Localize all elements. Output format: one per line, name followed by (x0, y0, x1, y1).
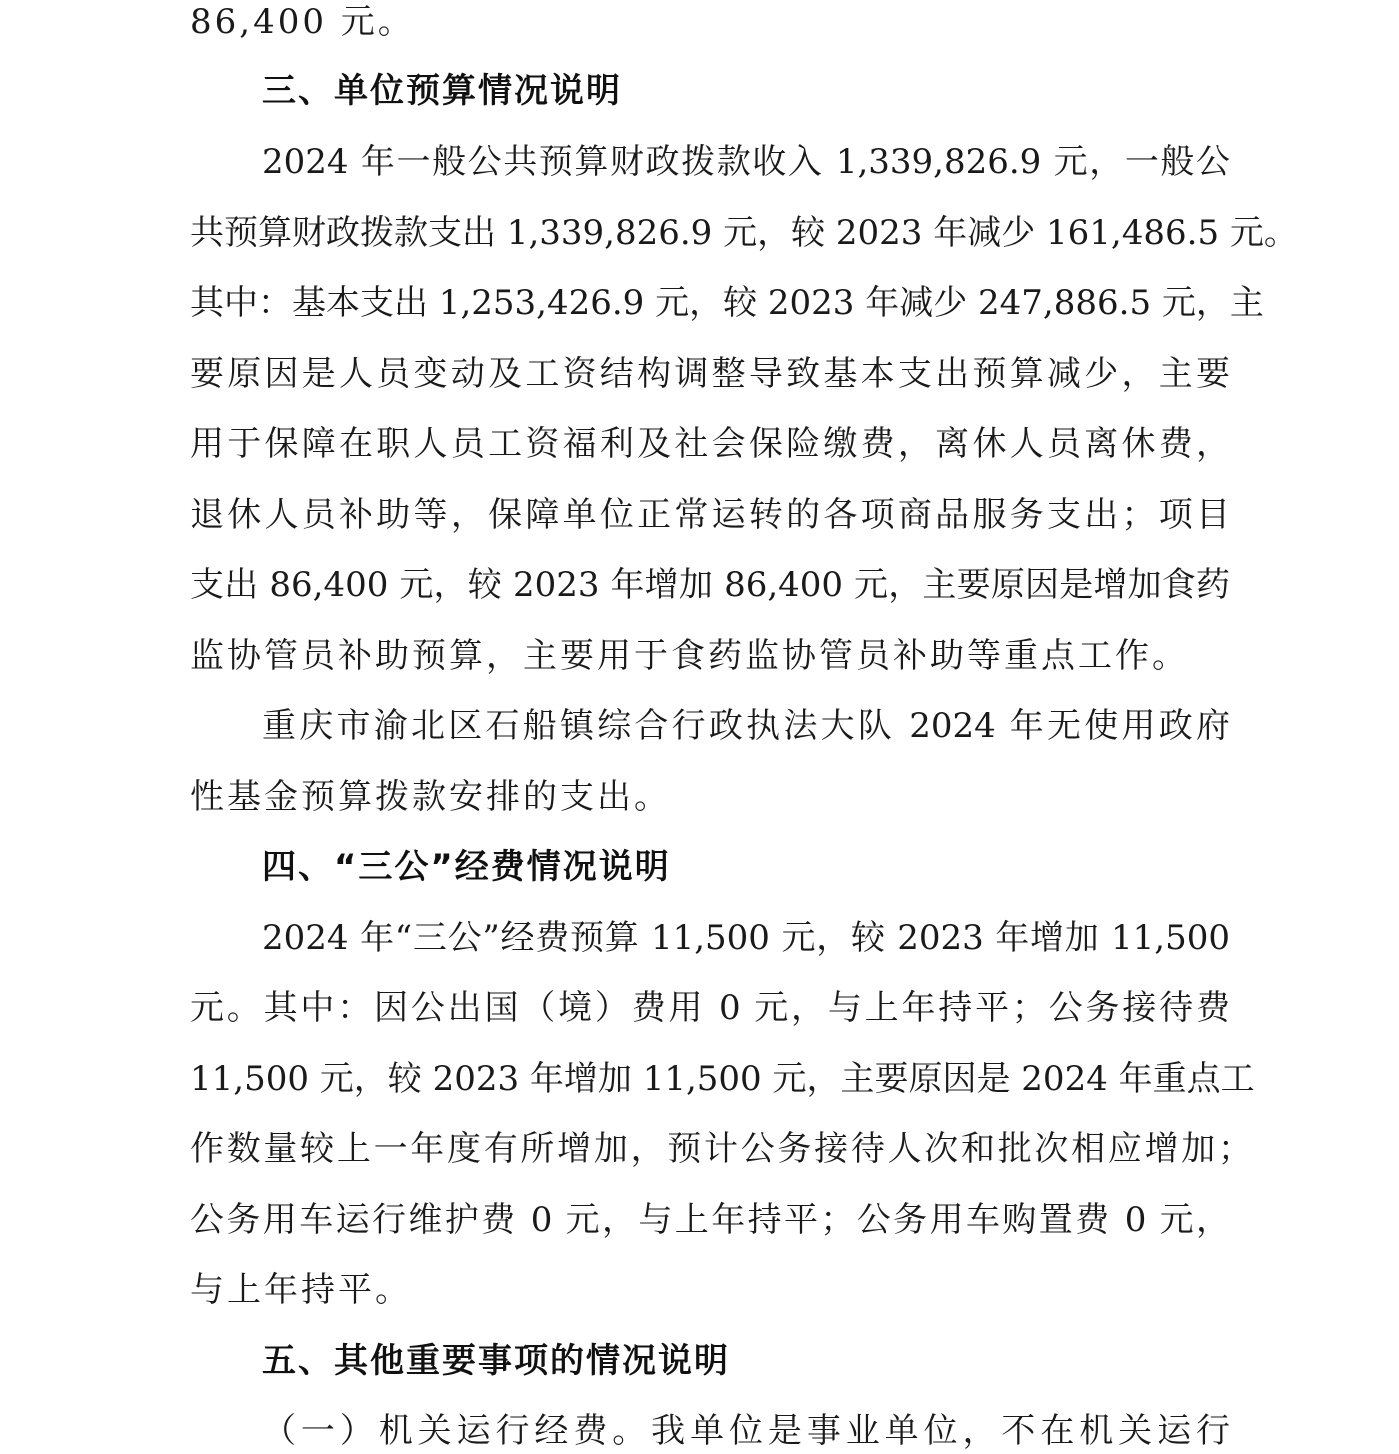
text-line: 支出 86,400 元，较 2023 年增加 86,400 元，主要原因是增加食药 (190, 565, 1230, 605)
text-line: 性基金预算拨款安排的支出。 (190, 777, 671, 817)
text-line: 共预算财政拨款支出 1,339,826.9 元，较 2023 年减少 161,486.5 元。 (190, 213, 1298, 253)
text-line: 2024 年“三公”经费预算 11,500 元，较 2023 年增加 11,500 (262, 918, 1230, 958)
text-line: 作数量较上一年度有所增加，预计公务接待人次和批次相应增加； (190, 1129, 1252, 1169)
text-line: 2024 年一般公共预算财政拨款收入 1,339,826.9 元，一般公 (262, 142, 1230, 182)
text-line: 重庆市渝北区石船镇综合行政执法大队 2024 年无使用政府 (262, 706, 1230, 746)
text-line: 退休人员补助等，保障单位正常运转的各项商品服务支出；项目 (190, 495, 1230, 535)
text-line: 86,400 元。 (190, 2, 415, 42)
text-line: （一）机关运行经费。我单位是事业单位，不在机关运行 (262, 1411, 1230, 1451)
text-line: 公务用车运行维护费 0 元，与上年持平；公务用车购置费 0 元， (190, 1200, 1230, 1240)
text-line: 用于保障在职人员工资福利及社会保险缴费，离休人员离休费， (190, 424, 1230, 464)
section-heading-three-public: 四、“三公”经费情况说明 (262, 847, 671, 887)
section-heading-other-matters: 五、其他重要事项的情况说明 (262, 1341, 730, 1381)
text-line: 11,500 元，较 2023 年增加 11,500 元，主要原因是 2024 年重点工 (190, 1059, 1255, 1099)
text-line: 要原因是人员变动及工资结构调整导致基本支出预算减少，主要 (190, 354, 1230, 394)
text-line: 其中：基本支出 1,253,426.9 元，较 2023 年减少 247,886.5 元，主 (190, 283, 1264, 323)
text-line: 监协管员补助预算，主要用于食药监协管员补助等重点工作。 (190, 636, 1189, 676)
section-heading-budget: 三、单位预算情况说明 (262, 71, 622, 111)
text-line: 元。其中：因公出国（境）费用 0 元，与上年持平；公务接待费 (190, 988, 1230, 1028)
text-line: 与上年持平。 (190, 1270, 412, 1310)
